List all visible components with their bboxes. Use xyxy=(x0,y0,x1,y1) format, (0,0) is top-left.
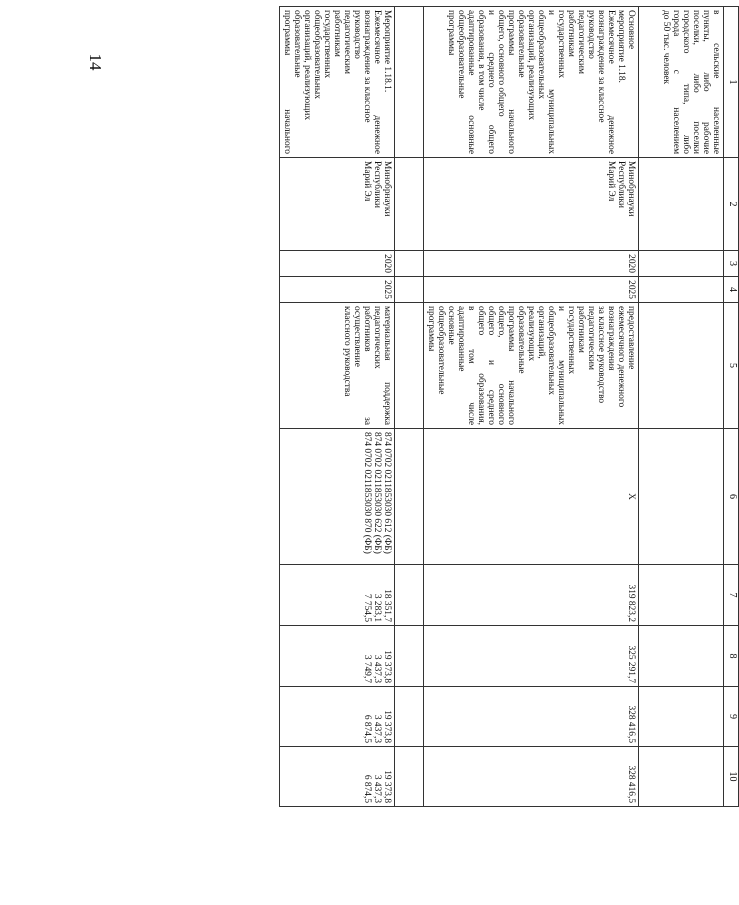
spacer-row xyxy=(639,7,660,807)
cell-line: работникам xyxy=(576,306,586,353)
col-header: 2 xyxy=(724,158,739,251)
cell-line: реализующих xyxy=(526,306,536,362)
col-header: 3 xyxy=(724,251,739,277)
cell-line: государственных xyxy=(322,10,332,79)
cell-col6 xyxy=(280,429,395,565)
cell-line: программы начального xyxy=(282,10,292,154)
cell-line: за классное руководство xyxy=(596,306,606,404)
cell-line: Минобрнауки xyxy=(626,161,636,217)
cell-line: образовательные xyxy=(292,10,302,78)
cell-line: 3 749,7 xyxy=(362,654,372,683)
cell-line: вознаграждения xyxy=(606,306,616,371)
cell-line: вознаграждение за классное xyxy=(362,10,372,123)
cell-line: педагогическим xyxy=(342,10,352,74)
cell-col5 xyxy=(424,303,639,429)
cell-line: государственных xyxy=(566,306,576,375)
rotated-table-wrapper xyxy=(99,6,739,806)
cell-col1 xyxy=(424,7,639,158)
cell-line: педагогическим xyxy=(576,10,586,74)
spacer-cell xyxy=(395,303,424,429)
cell-line: программы начального xyxy=(506,306,516,425)
cell-line: Минобрнауки xyxy=(382,161,392,217)
cell-col2 xyxy=(424,158,639,251)
cell-line: 6 874,5 xyxy=(362,714,372,743)
cell-line: общеобразовательных xyxy=(312,10,322,99)
cell-line: организаций, xyxy=(536,306,546,359)
cell-col8 xyxy=(659,626,724,687)
cell-line: государственных xyxy=(556,10,566,79)
col-header: 5 xyxy=(724,303,739,429)
table-row xyxy=(280,7,395,807)
spacer-row xyxy=(395,7,424,807)
cell-col3: 2020 xyxy=(424,251,639,277)
spacer-cell xyxy=(639,747,660,807)
spacer-cell xyxy=(639,251,660,277)
spacer-cell xyxy=(395,687,424,747)
cell-line: 19 373,8 xyxy=(382,650,392,683)
cell-col10 xyxy=(659,747,724,807)
cell-line: основные xyxy=(446,306,456,345)
spacer-cell xyxy=(395,277,424,303)
cell-col2 xyxy=(280,158,395,251)
cell-line: Мероприятие 1.18.1. xyxy=(382,10,392,93)
spacer-cell xyxy=(395,429,424,565)
cell-line: образования, в том числе xyxy=(476,10,486,111)
cell-col4: 2025 xyxy=(424,277,639,303)
cell-line: до 50 тыс. человек xyxy=(661,10,671,85)
col-header: 8 xyxy=(724,626,739,687)
cell-line: города с населением xyxy=(671,10,681,154)
cell-line: поселки, либо поселки xyxy=(691,10,701,154)
cell-col3: 2020 xyxy=(280,251,395,277)
cell-line: 19 373,8 xyxy=(382,770,392,803)
cell-line: и муниципальных xyxy=(556,306,566,425)
cell-line: организаций, реализующих xyxy=(526,10,536,121)
cell-col8 xyxy=(424,626,639,687)
cell-line: мероприятие 1.18. xyxy=(616,10,626,83)
spacer-cell xyxy=(639,158,660,251)
cell-line: вознаграждение за классное xyxy=(596,10,606,123)
cell-col4: 2025 xyxy=(280,277,395,303)
cell-line: общеобразовательных xyxy=(546,306,556,395)
spacer-cell xyxy=(395,565,424,626)
table-body xyxy=(280,7,724,807)
cell-line: и муниципальных xyxy=(546,10,556,154)
cell-col4 xyxy=(659,277,724,303)
cell-line: педагогическим xyxy=(586,306,596,370)
spacer-cell xyxy=(395,626,424,687)
cell-col9 xyxy=(659,687,724,747)
spacer-cell xyxy=(395,251,424,277)
cell-line: общего, основного xyxy=(496,306,506,425)
cell-col8 xyxy=(280,626,395,687)
cell-line: Марий Эл xyxy=(606,161,616,202)
cell-line: 328 416,5 xyxy=(626,705,636,743)
cell-col5 xyxy=(659,303,724,429)
cell-line: образовательные xyxy=(516,306,526,374)
cell-line: общеобразовательные xyxy=(436,306,446,395)
spacer-cell xyxy=(395,158,424,251)
cell-line: осуществление xyxy=(352,306,362,367)
page-number: 14 xyxy=(86,53,105,71)
cell-col2 xyxy=(659,158,724,251)
cell-line: программы xyxy=(446,10,456,56)
cell-line: общего, основного общего xyxy=(496,10,506,117)
cell-line: Основное xyxy=(626,10,636,50)
cell-line: общего и среднего xyxy=(486,306,496,425)
cell-line: 3 437,3 xyxy=(372,714,382,743)
cell-line: X xyxy=(626,493,636,500)
col-header: 7 xyxy=(724,565,739,626)
cell-line: работникам xyxy=(566,10,576,57)
cell-line: адаптированные основные xyxy=(466,10,476,154)
cell-line: 18 351,7 xyxy=(382,589,392,622)
cell-line: 325 291,7 xyxy=(626,645,636,683)
cell-line: руководство xyxy=(586,10,596,59)
cell-line: 3 437,3 xyxy=(372,654,382,683)
cell-line: организаций, реализующих xyxy=(302,10,312,121)
spacer-cell xyxy=(639,277,660,303)
cell-col6 xyxy=(659,429,724,565)
cell-line: 319 823,2 xyxy=(626,584,636,622)
cell-line: общего образования, xyxy=(476,306,486,425)
cell-line: педагогических xyxy=(372,306,382,369)
cell-line: классного руководства xyxy=(342,306,352,397)
cell-col7 xyxy=(424,565,639,626)
cell-col7 xyxy=(280,565,395,626)
cell-line: 7 754,5 xyxy=(362,593,372,622)
cell-line: городского типа, либо xyxy=(681,10,691,154)
cell-col3 xyxy=(659,251,724,277)
spacer-cell xyxy=(395,7,424,158)
cell-line: 328 416,5 xyxy=(626,765,636,803)
col-header: 9 xyxy=(724,687,739,747)
cell-col1 xyxy=(659,7,724,158)
program-table xyxy=(279,6,739,807)
table-row xyxy=(424,7,639,807)
cell-line: Ежемесячное денежное xyxy=(606,10,616,154)
cell-line: и среднего общего xyxy=(486,10,496,154)
cell-col10 xyxy=(280,747,395,807)
cell-line: в сельские населенные xyxy=(711,10,721,154)
cell-line: адаптированные xyxy=(456,306,466,372)
cell-line: общеобразовательных xyxy=(536,10,546,99)
cell-col10 xyxy=(424,747,639,807)
cell-line: 19 373,8 xyxy=(382,710,392,743)
cell-line: программы xyxy=(426,306,436,352)
cell-line: 874 0702 0211853030 612 (ФБ) xyxy=(382,432,392,554)
cell-col1 xyxy=(280,7,395,158)
spacer-cell xyxy=(639,303,660,429)
cell-line: программы начального xyxy=(506,10,516,154)
spacer-cell xyxy=(395,747,424,807)
cell-line: Республики xyxy=(616,161,626,209)
spacer-cell xyxy=(639,7,660,158)
cell-line: предоставление xyxy=(626,306,636,370)
cell-line: в том числе xyxy=(466,306,476,425)
spacer-cell xyxy=(639,429,660,565)
cell-line: 874 0702 0211853030 870 (ФБ) xyxy=(362,432,372,554)
cell-line: 3 437,3 xyxy=(372,774,382,803)
cell-line: 874 0702 0211853030 622 (ФБ) xyxy=(372,432,382,554)
cell-line: образовательные xyxy=(516,10,526,78)
column-number-row xyxy=(724,7,739,807)
cell-line: материальная поддержка xyxy=(382,306,392,425)
cell-line: руководство xyxy=(352,10,362,59)
table-row xyxy=(659,7,724,807)
spacer-cell xyxy=(639,687,660,747)
col-header: 6 xyxy=(724,429,739,565)
cell-col9 xyxy=(424,687,639,747)
cell-col6 xyxy=(424,429,639,565)
cell-line: Ежемесячное денежное xyxy=(372,10,382,154)
col-header: 1 xyxy=(724,7,739,158)
cell-line: 3 283,1 xyxy=(372,593,382,622)
cell-line: работников за xyxy=(362,306,372,425)
cell-col7 xyxy=(659,565,724,626)
cell-line: Марий Эл xyxy=(362,161,372,202)
spacer-cell xyxy=(639,626,660,687)
col-header: 10 xyxy=(724,747,739,807)
cell-line: общеобразовательные xyxy=(456,10,466,99)
col-header: 4 xyxy=(724,277,739,303)
spacer-cell xyxy=(639,565,660,626)
cell-line: Республики xyxy=(372,161,382,209)
cell-col5 xyxy=(280,303,395,429)
cell-line: пункты, либо рабочие xyxy=(701,10,711,154)
cell-line: работникам xyxy=(332,10,342,57)
cell-line: 6 874,5 xyxy=(362,774,372,803)
cell-col9 xyxy=(280,687,395,747)
cell-line: ежемесячного денежного xyxy=(616,306,626,408)
